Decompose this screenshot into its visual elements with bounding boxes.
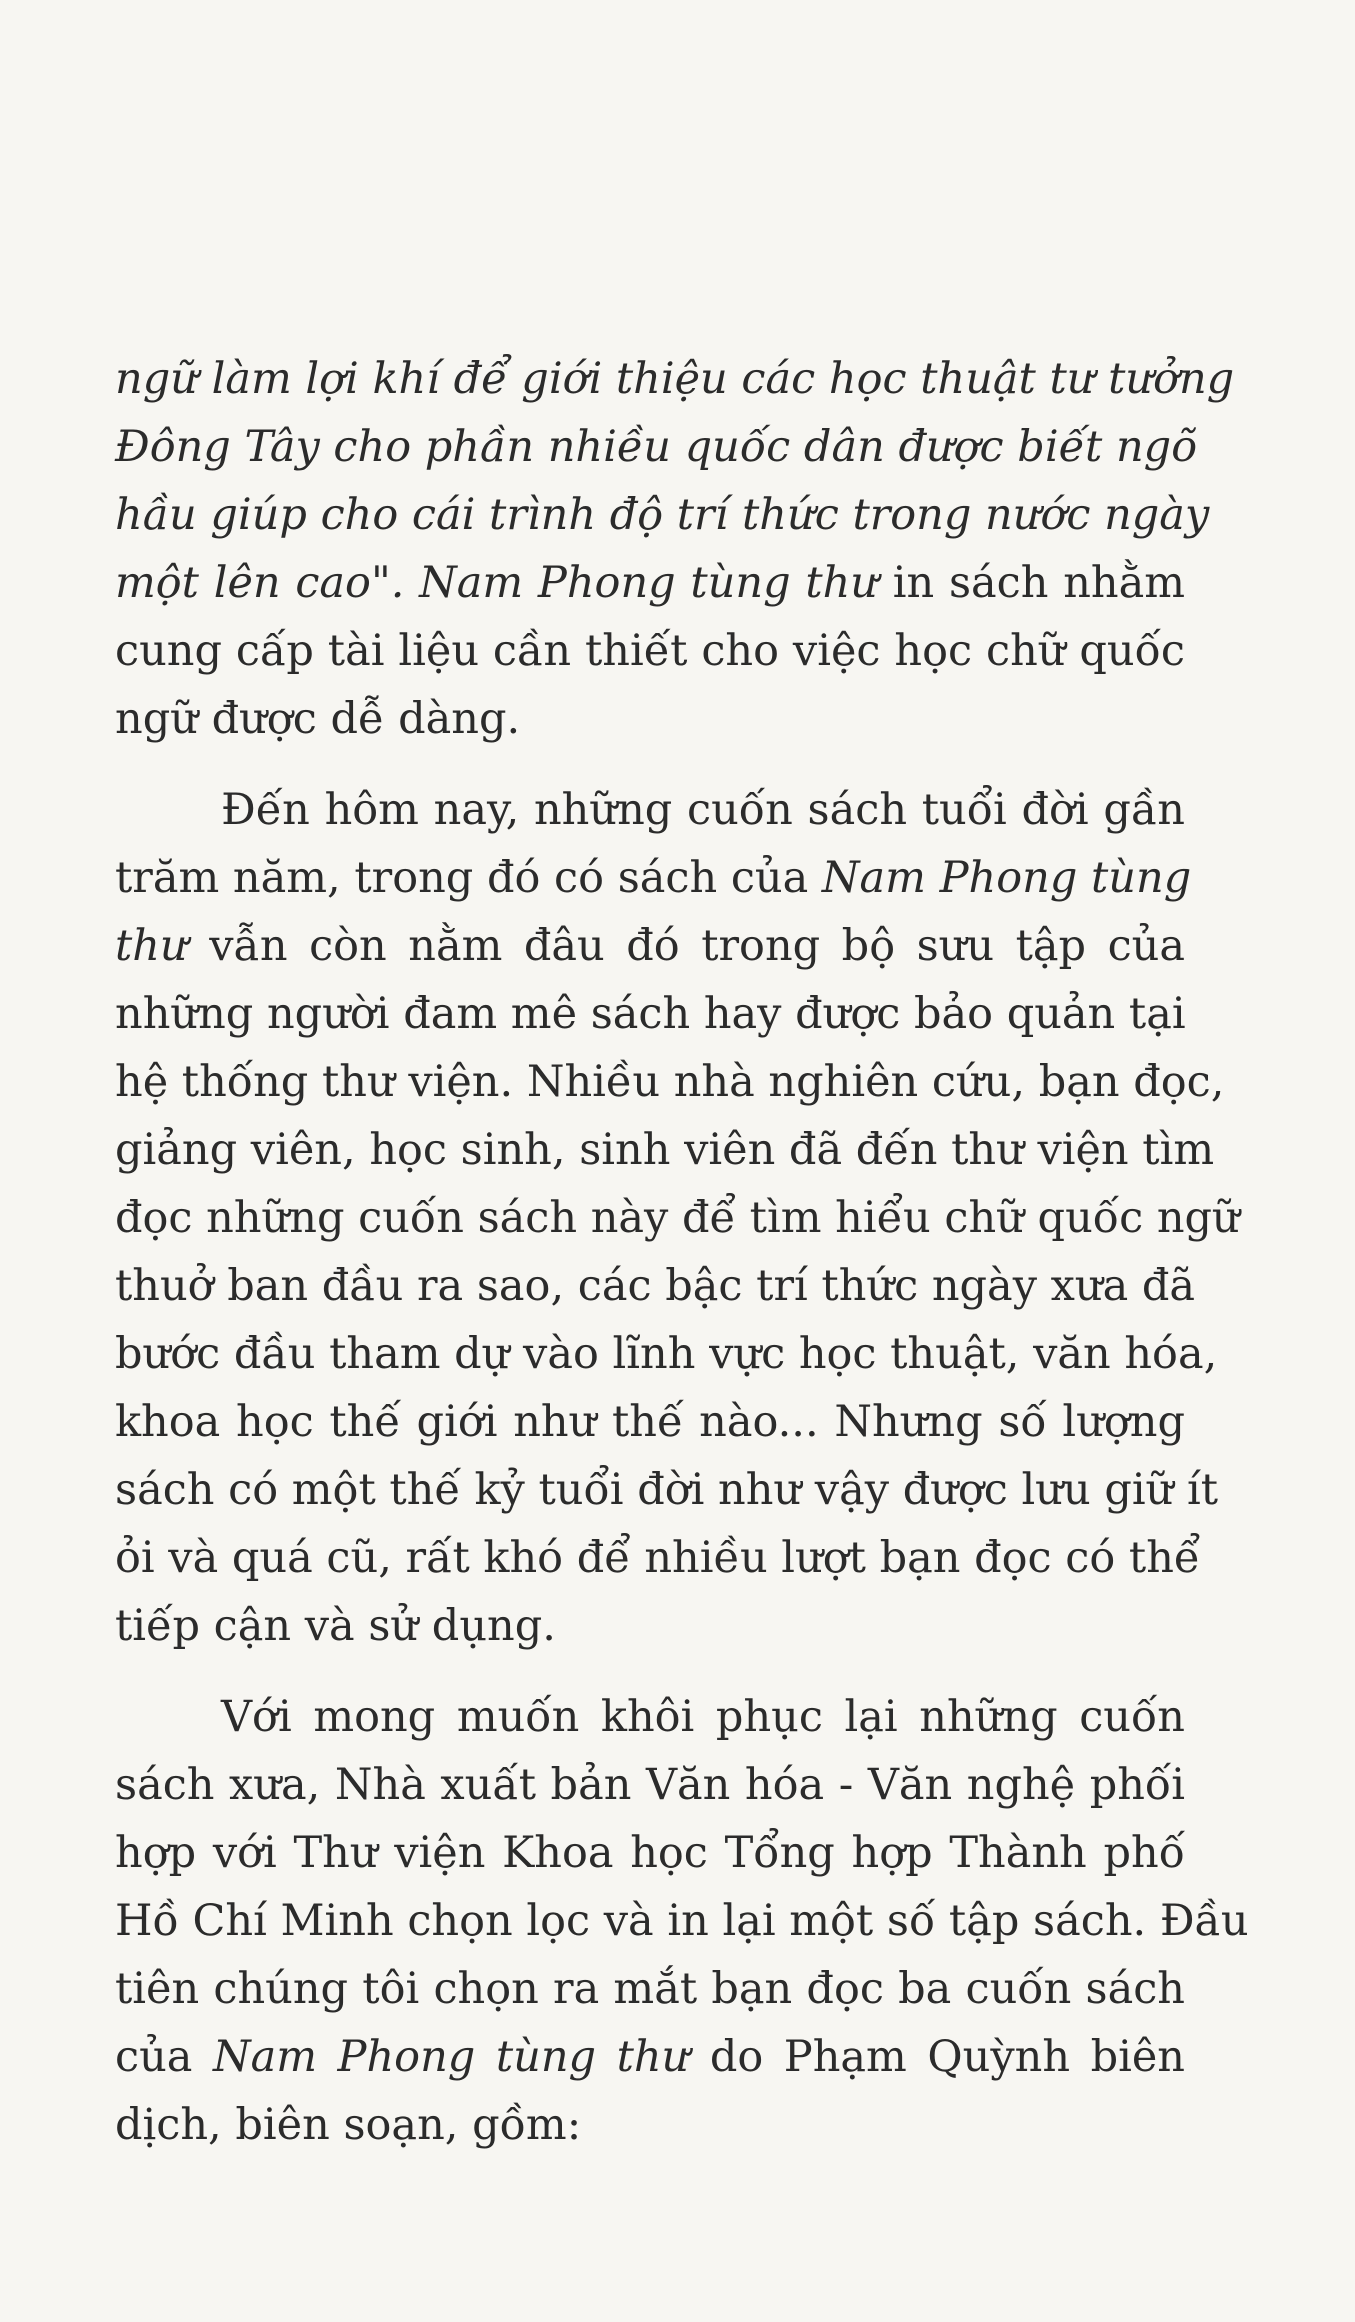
text-line — [115, 1592, 1185, 1660]
text-run: do Phạm Quỳnh biên — [689, 2032, 1185, 2082]
text-run: một lên cao". — [115, 558, 405, 608]
paragraph-1 — [115, 345, 1235, 753]
text-run: ngữ làm lợi khí để giới thiệu các học thuật tư tưởng — [115, 354, 1235, 404]
text-line — [115, 2023, 1185, 2091]
text-run: giảng viên, học sinh, sinh viên đã đến thư viện tìm — [115, 1125, 1215, 1175]
paragraph-3 — [115, 1683, 1249, 2159]
text-run: tiếp cận và sử dụng. — [115, 1601, 556, 1651]
body-text — [115, 345, 1249, 2159]
text-line — [115, 1184, 1240, 1252]
text-line — [115, 413, 1198, 481]
text-line — [115, 481, 1210, 549]
text-run: Đông Tây cho phần nhiều quốc dân được biết ngõ — [115, 422, 1198, 472]
text-line — [115, 1751, 1185, 1819]
paragraph-2 — [115, 776, 1240, 1660]
text-run: ỏi và quá cũ, rất khó để nhiều lượt bạn đọc có thể — [115, 1533, 1201, 1583]
text-run: Với mong muốn khôi phục lại những cuốn — [221, 1692, 1185, 1742]
text-line — [115, 1887, 1249, 1955]
text-line — [115, 844, 1192, 912]
text-run: vẫn còn nằm đâu đó trong bộ sưu tập của — [187, 921, 1185, 971]
text-line — [115, 549, 1185, 617]
text-line — [115, 617, 1185, 685]
text-run: ngữ được dễ dàng. — [115, 694, 521, 744]
text-line — [115, 1456, 1219, 1524]
text-line — [115, 1819, 1185, 1887]
text-run: đọc những cuốn sách này để tìm hiểu chữ quốc ngữ — [115, 1193, 1240, 1243]
text-line — [115, 1388, 1185, 1456]
text-run: in sách nhằm — [878, 558, 1186, 608]
text-run — [404, 558, 419, 608]
text-line — [115, 1683, 1185, 1751]
text-run: hệ thống thư viện. Nhiều nhà nghiên cứu, bạn đọc, — [115, 1057, 1225, 1107]
text-run: dịch, biên soạn, gồm: — [115, 2100, 582, 2150]
text-run: thuở ban đầu ra sao, các bậc trí thức ngày xưa đã — [115, 1261, 1196, 1311]
book-series-title: Nam Phong tùng thư — [419, 558, 879, 608]
text-run: sách xưa, Nhà xuất bản Văn hóa - Văn nghệ phối — [115, 1760, 1185, 1810]
text-run: Hồ Chí Minh chọn lọc và in lại một số tập sách. Đầu — [115, 1896, 1249, 1946]
text-line — [115, 685, 1185, 753]
text-run: sách có một thế kỷ tuổi đời như vậy được lưu giữ ít — [115, 1465, 1219, 1515]
book-series-title: Nam Phong tùng thư — [212, 2032, 690, 2082]
text-line — [115, 1116, 1215, 1184]
text-run: của — [115, 2032, 213, 2082]
text-line — [115, 912, 1185, 980]
text-run: bước đầu tham dự vào lĩnh vực học thuật, văn hóa, — [115, 1329, 1218, 1379]
text-line — [115, 1252, 1196, 1320]
text-run: hợp với Thư viện Khoa học Tổng hợp Thành phố — [115, 1828, 1185, 1878]
text-run: Đến hôm nay, những cuốn sách tuổi đời gần — [221, 785, 1185, 835]
book-series-title: thư — [115, 921, 188, 971]
text-line — [115, 1320, 1218, 1388]
text-run: trăm năm, trong đó có sách của — [115, 853, 822, 903]
text-run: khoa học thế giới như thế nào... Nhưng số lượng — [115, 1397, 1185, 1447]
book-series-title: Nam Phong tùng — [821, 853, 1192, 903]
text-run: cung cấp tài liệu cần thiết cho việc học chữ quốc — [115, 626, 1185, 676]
text-line — [115, 776, 1185, 844]
text-line — [115, 2091, 1185, 2159]
text-run: những người đam mê sách hay được bảo quản tại — [115, 989, 1186, 1039]
text-line — [115, 1524, 1201, 1592]
text-run: hầu giúp cho cái trình độ trí thức trong nước ngày — [115, 490, 1210, 540]
text-run: tiên chúng tôi chọn ra mắt bạn đọc ba cuốn sách — [115, 1964, 1185, 2014]
text-line — [115, 345, 1235, 413]
text-line — [115, 1955, 1185, 2023]
text-line — [115, 1048, 1225, 1116]
text-line — [115, 980, 1185, 1048]
